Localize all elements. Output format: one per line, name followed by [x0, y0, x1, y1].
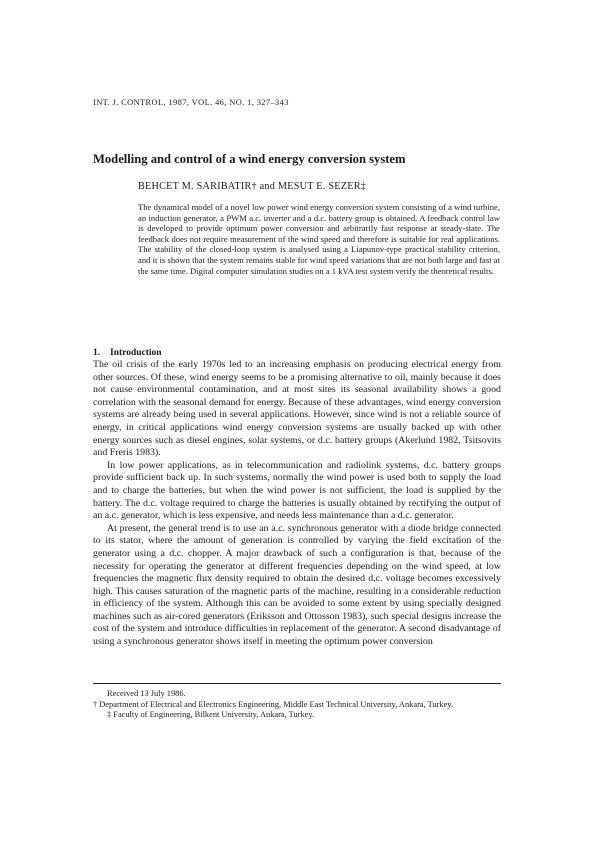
footnote-affiliation-1: † Department of Electrical and Electronics Engineering, Middle East Technical University, Ankara, Turkey. [93, 699, 454, 709]
paragraph: In low power applications, as in telecommunication and radiolink systems, d.c. battery groups provide sufficient back up. In such systems, normally the wind power is used both to supply the load and to charge the batteries, but when the wind power is not sufficient, the load is supplied by the battery. The d.c. voltage required to charge the batteries is usually obtained by rectifying the output of an a.c. generator, which is less expensive, and needs less maintenance than a d.c. generator. [93, 459, 501, 522]
section-heading [93, 348, 162, 358]
footnote-affiliation-2: ‡ Faculty of Engineering, Bilkent University, Ankara, Turkey. [107, 710, 315, 720]
footnote-divider [93, 683, 501, 684]
paragraph: The oil crisis of the early 1970s led to an increasing emphasis on producing electrical energy from other sources. Of these, wind energy seems to be a promising alternative to oil, mainly because it does not cause environmental contamination, and at most sites its seasonal availability shows a good correlation with the seasonal demand for energy. Because of these advantages, wind energy conversion systems are already being used in several applications. However, since wind is not a reliable source of energy, in critical applications wind energy conversion systems are usually backed up with other energy sources such as diesel engines, solar systems, or d.c. battery groups (Akerlund 1982, Tsitsovits and Freris 1983). [93, 359, 501, 459]
paper-title: Modelling and control of a wind energy conversion system [93, 152, 406, 166]
body-text [93, 359, 501, 649]
section-title: Introduction [110, 348, 162, 358]
author-line: BEHCET M. SARIBATIR† and MESUT E. SEZER‡ [138, 181, 367, 192]
abstract: The dynamical model of a novel low power wind energy conversion system consisting of a wind turbine, an induction generator, a PWM a.c. inverter and a d.c. battery group is obtained. A feedback control law is developed to provide optimum power conversion and arbitrarily fast response at steady-state. The feedback does not require measurement of the wind speed and therefore is suitable for real applications. The stability of the closed-loop system is analysed using a Liapunov-type practical stability criterion, and it is shown that the system remains stable for wind speed variations that are not both large and fast at the same time. Digital computer simulation studies on a 1 kVA test system verify the theoretical results. [138, 202, 500, 276]
received-date: Received 13 July 1986. [107, 689, 186, 698]
paragraph: At present, the general trend is to use an a.c. synchronous generator with a diode bridge connected to its stator, where the amount of generation is controlled by varying the field excitation of the generator using a d.c. chopper. A major drawback of such a configuration is that, because of the necessity for operating the generator at different frequencies depending on the wind speed, at low frequencies the magnetic flux density required to obtain the desired d.c. voltage becomes excessively high. This causes saturation of the magnetic parts of the machine, resulting in a considerable reduction in efficiency of the system. Although this can be avoided to some extent by using specially designed machines such as air-cored generators (Eriksson and Ottosson 1983), such special designs increase the cost of the system and introduce difficulties in replacement of the generator. A second disadvantage of using a synchronous generator shows itself in meeting the optimum power conversion [93, 522, 501, 648]
section-number: 1. [93, 348, 101, 358]
footnotes [93, 689, 501, 721]
journal-reference: INT. J. CONTROL, 1987, VOL. 46, NO. 1, 327–343 [93, 98, 289, 107]
